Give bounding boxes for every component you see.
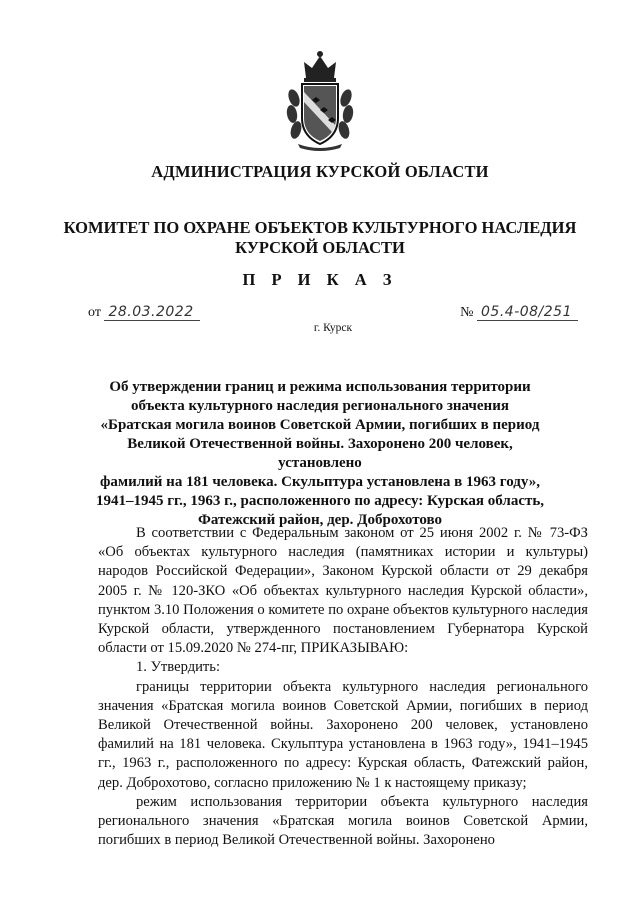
number-value: 05.4-08/251 (477, 304, 578, 321)
committee-title-line: КУРСКОЙ ОБЛАСТИ (235, 238, 405, 257)
subject-line: «Братская могила воинов Советской Армии, погибших в период (100, 417, 540, 433)
kursk-coat-of-arms-icon (284, 48, 356, 152)
subject-line: Фатежский район, дер. Доброхотово (198, 512, 442, 528)
subject-line: Об утверждении границ и режима использования территории (109, 379, 531, 395)
number-block (460, 304, 578, 321)
document-body (98, 524, 588, 850)
body-paragraph: В соответствии с Федеральным законом от 25 июня 2002 г. № 73-ФЗ «Об объектах культурного наследия (памятниках истории и культуры) народов Российской Федерации», Законом Курской области от 29 декабря 2005 г. № 120-ЗКО «Об объектах культурного наследия Курской области», пунктом 3.10 Положения о комитете по охране объектов культурного наследия Курской области, утвержденного постановлением Губернатора Курской области от 15.09.2020 № 274-пг, ПРИКАЗЫВАЮ: (98, 525, 588, 657)
number-prefix: № (460, 305, 474, 320)
body-paragraph: границы территории объекта культурного наследия регионального значения «Братская могила воинов Советской Армии, погибших в период Великой Отечественной войны. Захоронено 200 человек, установлено фамилий на 181 человека. Скульптура установлена в 1963 году», 1941–1945 гг., 1963 г., расположенного по адресу: Курская область, Фатежский район, дер. Доброхотово, согласно приложению № 1 к настоящему приказу; (98, 678, 588, 791)
committee-title-line: КОМИТЕТ ПО ОХРАНЕ ОБЪЕКТОВ КУЛЬТУРНОГО НАСЛЕДИЯ (63, 218, 577, 237)
date-prefix: от (88, 305, 101, 320)
subject-line: Великой Отечественной войны. Захоронено 200 человек, установлено (127, 436, 513, 471)
body-paragraph: 1. Утвердить: (136, 659, 221, 676)
subject-line: объекта культурного наследия регионального значения (131, 398, 509, 414)
organization-title: АДМИНИСТРАЦИЯ КУРСКОЙ ОБЛАСТИ (151, 162, 489, 181)
document-meta (88, 300, 578, 340)
subject-heading (84, 378, 556, 530)
city: г. Курск (313, 322, 353, 334)
committee-title (60, 218, 580, 258)
subject-line: 1941–1945 гг., 1963 г., расположенного по адресу: Курская область, (95, 493, 545, 509)
document-type: П Р И К А З (242, 270, 398, 289)
date-value: 28.03.2022 (104, 304, 199, 321)
date-block (88, 304, 200, 321)
subject-line: фамилий на 181 человека. Скульптура установлена в 1963 году», (99, 474, 540, 490)
body-paragraph: режим использования территории объекта культурного наследия регионального значения «Братская могила воинов Советской Армии, погибших в период Великой Отечественной войны. Захоронено (98, 793, 588, 849)
